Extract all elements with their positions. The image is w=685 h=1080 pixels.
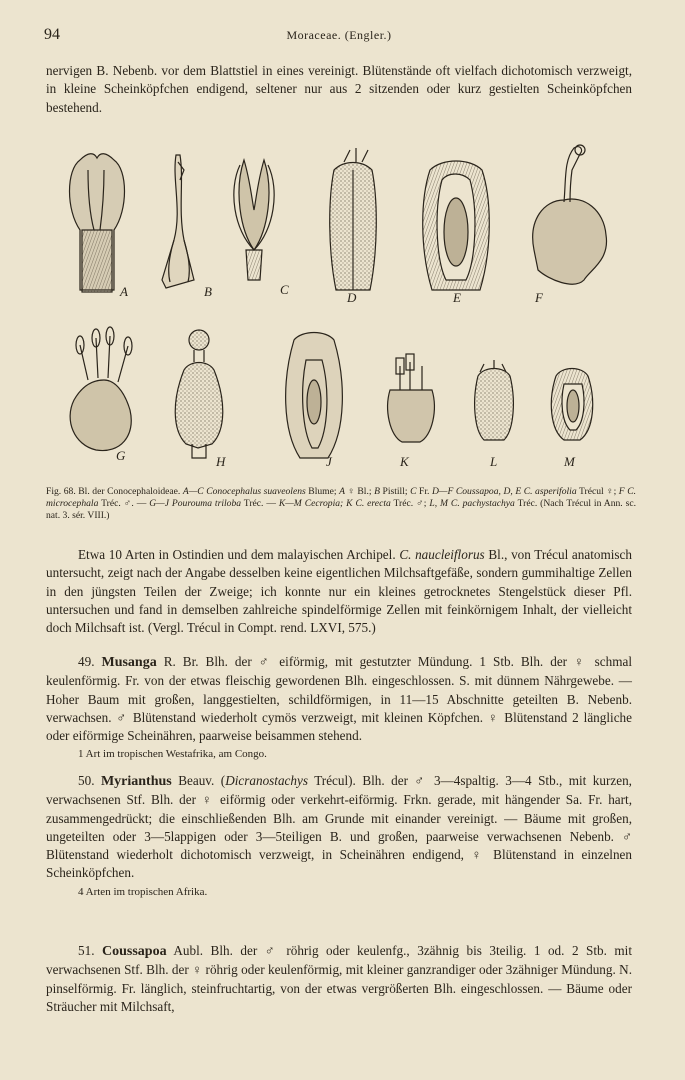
figure-label-m: M [564,454,575,469]
drawing-l [475,360,514,440]
page-number: 94 [44,26,60,43]
genus-entry-musanga: 49. Musanga R. Br. Blh. der ♂ eiförmig, mit gestutzter Mündung. 1 Stb. Blh. der ♀ schmal keulenförmig. Fr. von der etwas fleischig gewordenen Blh. eingeschlossen. S. mit dünnem Nährgewebe. — Hoher Baum mit großen, langgestielten, schildförmigen, in 11—15 Abschnitte geteilten B. Nebenb. verwachsen. ♂ Blütenstand wiederholt cymös verzweigt, mit kleinen Köpfchen. ♀ Blütenstand 2 längliche oder eiförmige Scheinähren, paarweise beisammen stehend. 1 Art im tropischen Westafrika, am Congo. [46,653,632,764]
drawing-e [423,161,490,290]
genus-entry-myrianthus: 50. Myrianthus Beauv. (Dicranostachys Trécul). Blh. der ♂ 3—4spaltig. 3—4 Stb., mit kurzen, verwachsenen Stf. Blh. der ♀ eiförmig oder verkehrt-eiförmig. Frkn. gerade, mit hängender Sa. Fr. hart, zusammengedrückt; die einschließenden Blh. am Grunde mit einander vereinigt. — Bäume mit großen, ungeteilten oder 3—5lappigen oder 3—5teiligen B. und großen, paarweise verwachsenen Nebenb. ♂ Blütenstand wiederholt dichotomisch verzweigt, in Scheinähren endigend, ♀ Blütenstand in einzelnen Scheinköpfchen. 4 Arten im tropischen Afrika. [46,772,632,901]
figure-label-g: G [116,448,126,463]
figure-label-k: K [400,454,409,469]
figure-label-h: H [216,454,226,469]
genus-entry-coussapoa: 51. Coussapoa Aubl. Blh. der ♂ röhrig oder keulenfg., 3zähnig bis 3teilig. 1 od. 2 Stb. mit verwachsenen Stf. Blh. der ♀ röhrig oder keulenförmig, mit kleiner ganzrandiger oder 3zähniger Mündung. N. pinselförmig. Fr. länglich, steinfruchtartig, von der etwas vergrößerten Blh. eingeschlossen. — Bäume oder Sträucher mit Milchsaft, [46,943,633,1014]
figure-label-d: D [347,290,357,305]
drawing-h [175,330,223,458]
figure-label-a: A [120,284,128,299]
running-title: Moraceae. (Engler.) [286,28,392,42]
figure-label-j: J [326,454,332,469]
drawing-c [234,160,274,280]
drawing-f [533,145,607,284]
figure-label-e: E [453,290,461,305]
figure-68 [44,140,640,480]
drawing-g [70,327,132,451]
drawing-b [162,155,194,288]
genus-name: Musanga [101,655,157,670]
figure-label-f: F [535,290,543,305]
drawing-k [388,354,435,442]
drawing-j [286,333,343,459]
drawing-a [70,154,125,292]
distribution-note: 4 Arten im tropischen Afrika. [78,885,208,898]
drawing-m [551,369,592,441]
intro-paragraph: nervigen B. Nebenb. vor dem Blattstiel in eines vereinigt. Blütenstände oft vielfach dichotomisch verzweigt, in kleine Scheinköpfchen endigend, seltener nur aus 2 sitzenden oder kurz gestielten Scheinköpfchen bestehend. [46,63,632,115]
genus-name: Myrianthus [100,774,172,789]
page-header [44,26,634,46]
genus-name: Coussapoa [102,944,167,959]
distribution-note: 1 Art im tropischen Westafrika, am Congo. [78,748,267,761]
figure-label-c: C [280,282,289,297]
drawing-d [330,148,377,290]
figure-caption: Fig. 68. Bl. der Conocephaloideae. A—C Conocephalus suaveolens Blume; A ♀ Bl.; B Pistill; C Fr. D—F Coussapoa, D, E C. asperifolia Trécul ♀; F C. microcephala Tréc. ♂. — G—J Pourouma triloba Tréc. — K—M Cecropia; K C. erecta Tréc. ♂; L, M C. pachystachya Tréc. (Nach Trécul in Ann. sc. nat. 3. sér. VIII.) [46,486,637,521]
conocephalus-paragraph: Etwa 10 Arten in Ostindien und dem malayischen Archipel. C. naucleiflorus Bl., von Trécul anatomisch untersucht, zeigt nach der Angabe desselben keine eigentlichen Milchsaftgefäße, sondern gummihaltige Zellen in den jüngsten Teilen der Zweige; ich konnte nur ein kleines getrocknetes Stengelstück dieser Pfl. untersuchen und fand in demselben zahlreiche spindelförmige Zellen mit feinkörnigem Inhalt, der vielleicht doch Milchsaft ist. (Vergl. Trécul in Compt. rend. LXVI, 575.) [46,547,632,636]
figure-label-l: L [490,454,498,469]
figure-label-b: B [204,284,212,299]
